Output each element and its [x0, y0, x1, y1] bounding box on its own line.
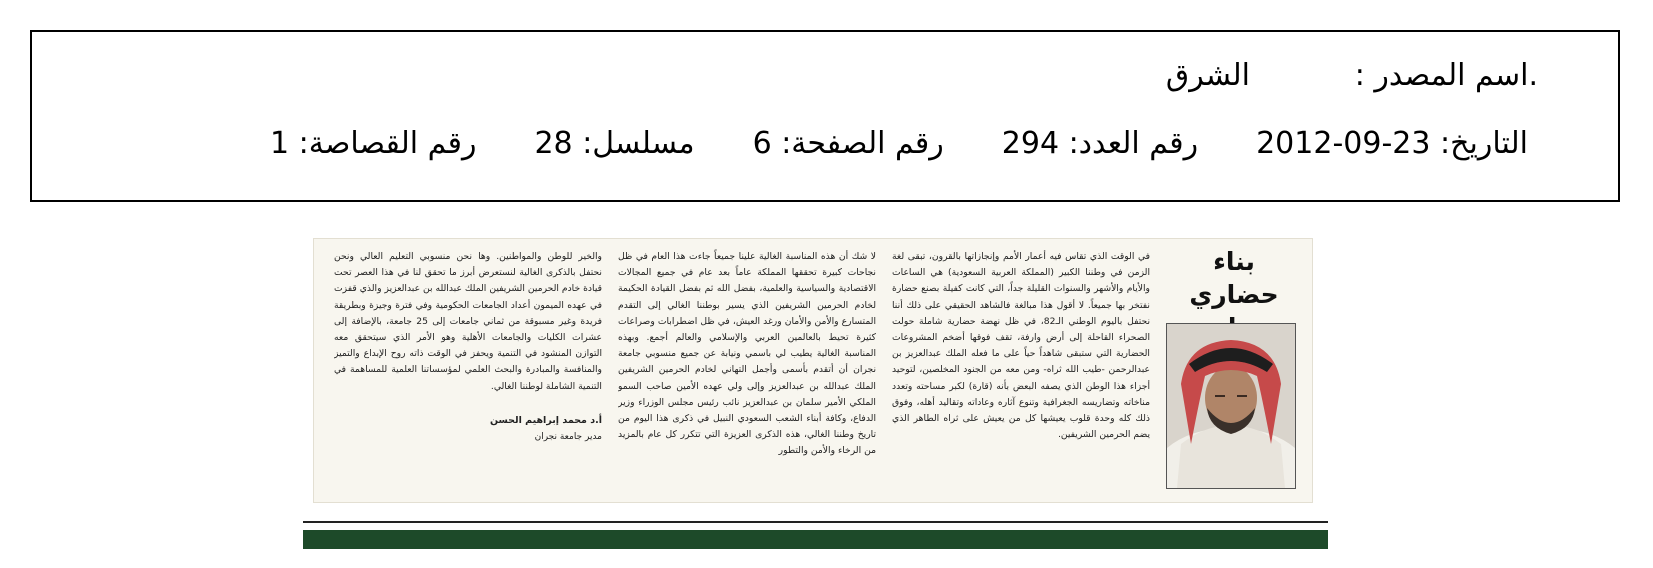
issue-label: رقم العدد:	[1068, 126, 1199, 161]
source-value: الشرق	[1165, 58, 1250, 93]
article-column-1: في الوقت الذي تقاس فيه أعمار الأمم وإنجازاتها بالقرون، تبقى لغة الزمن في وطننا الكبير (المملكة العربية السعودية) هي الساعات والأيام والأشهر والسنوات القليلة جداً، التي كانت كفيلة بصنع حضارة نفتخر بها جميعاً. لا أقول هذا مبالغة فالشاهد الحقيقي على ذلك أننا نحتفل باليوم الوطني الـ82، في ظل نهضة حضارية شاملة حولت الصحراء القاحلة إلى أرض وارفة، تقف فوقها أضخم المشروعات الحضارية التي ستبقى شاهداً حياً على ما فعله الملك عبدالعزيز بن عبدالرحمن -طيب الله ثراه- ومن معه من الجنود المخلصين، لتوحيد أجزاء هذا الوطن الذي يصفه البعض بأنه (قارة) لكبر مساحته وتعدد مناخاته وتضاريسه الجغرافية وتنوع آثاره وعاداته وتقاليد أهله، وفوق ذلك كله وحدة قلوب يعيشها كل من يعيش على ثراه الطاهر الذي يضم الحرمين الشريفين.	[892, 251, 1150, 441]
page-value: 6	[752, 126, 772, 161]
serial-field	[534, 126, 694, 162]
page-divider-thin	[303, 521, 1328, 523]
serial-label: مسلسل:	[582, 126, 695, 161]
author-title: مدير جامعة نجران	[534, 432, 602, 443]
headline-line-1: بناء حضاري	[1189, 247, 1279, 309]
article-column-2: لا شك أن هذه المناسبة الغالية علينا جميعاً جاءت هذا العام في ظل نجاحات كبيرة تحققها المملكة عاماً بعد عام في جميع المجالات الاقتصادية والسياسية والعلمية، بفضل الله ثم بفضل القيادة الحكيمة لخادم الحرمين الشريفين الذي يسير بوطننا الغالي إلى التقدم المتسارع والأمن والأمان ورغد العيش، في ظل اضطرابات وصراعات كثيرة تحيط بالعالمين العربي والإسلامي والعالم أجمع. وبهذه المناسبة الغالية يطيب لي باسمي ونيابة عن جميع منسوبي جامعة نجران أن أتقدم بأسمى وأجمل التهاني لخادم الحرمين الشريفين الملك عبدالله بن عبدالعزيز وإلى ولي عهده الأمين صاحب السمو الملكي الأمير سلمان بن عبدالعزيز نائب رئيس مجلس الوزراء وزير الدفاع، وكافة أبناء الشعب السعودي النبيل في ذكرى هذا اليوم من تاريخ وطننا الغالي، هذه الذكرى العزيزة التي تتكرر كل عام بالمزيد من الرخاء والأمن والتطور	[618, 251, 876, 457]
article-column-3	[334, 249, 602, 489]
newspaper-clipping	[313, 238, 1313, 503]
author-name: أ.د محمد إبراهيم الحسن	[489, 414, 602, 426]
date-value: 23-09-2012	[1256, 126, 1431, 161]
column-3-text: والخير للوطن والمواطنين. وها نحن منسوبي التعليم العالي ونحن نحتفل بالذكرى الغالية لنستعرض أبرز ما تحقق لنا في هذا العصر تحت قيادة خادم الحرمين الشريفين الملك عبدالله بن عبدالعزيز والذي قفزت في عهده الميمون أعداد الجامعات الحكومية وفي فترة وجيزة وبطريقة فريدة وغير مسبوقة من ثماني جامعات إلى 25 جامعة، بالإضافة إلى عشرات الكليات والجامعات الأهلية وهو الأمر الذي سيتحقق معه التوازن المنشود في التنمية ويحفز في الوقت ذاته روح الإبداع والتميز والمنافسة والمبادرة والبحث العلمي لمؤسساتنا العلمية للمساهمة في التنمية الشاملة لوطننا الغالي.	[334, 251, 602, 392]
source-label: .اسم المصدر :	[1354, 58, 1538, 93]
page-label: رقم الصفحة:	[781, 126, 944, 161]
page-field	[753, 126, 944, 162]
details-row	[270, 126, 1528, 162]
metadata-box	[30, 30, 1620, 202]
clip-field	[270, 126, 476, 162]
author-portrait	[1166, 323, 1296, 489]
date-field	[1256, 126, 1528, 162]
clip-label: رقم القصاصة:	[298, 126, 477, 161]
issue-field	[1002, 126, 1198, 162]
page-divider-green	[303, 530, 1328, 549]
clip-value: 1	[270, 126, 290, 161]
portrait-image	[1167, 324, 1295, 488]
date-label: التاريخ:	[1440, 126, 1528, 161]
issue-value: 294	[1001, 126, 1060, 161]
serial-value: 28	[534, 126, 573, 161]
